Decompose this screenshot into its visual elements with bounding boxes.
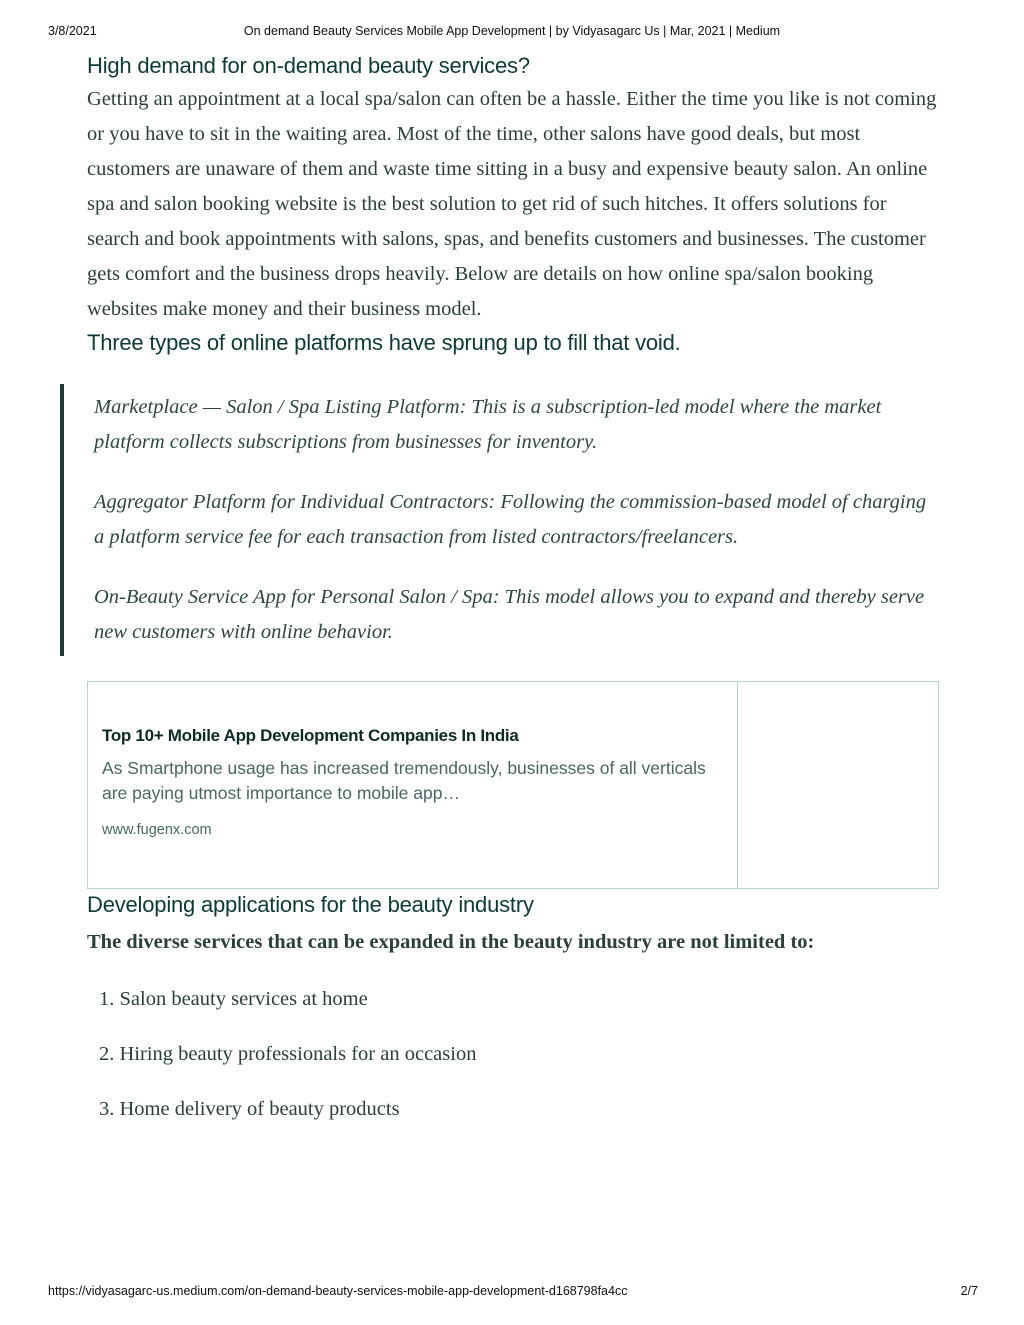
section-heading: Three types of online platforms have sprung up to fill that void.: [87, 330, 681, 355]
print-date: 3/8/2021: [48, 24, 97, 38]
link-preview-text: [102, 726, 722, 838]
subheading: The diverse services that can be expanded in the beauty industry are not limited to:: [87, 931, 815, 953]
print-page-title: On demand Beauty Services Mobile App Development | by Vidyasagarc Us | Mar, 2021 | Medium: [243, 24, 781, 38]
link-preview-thumbnail: [737, 682, 938, 888]
section-heading: High demand for on-demand beauty services?: [87, 53, 530, 78]
platform-types-quote: [60, 384, 937, 656]
article-body: [87, 50, 937, 1147]
print-page-number: 2/7: [960, 1284, 978, 1298]
list-item: 3. Home delivery of beauty products: [99, 1098, 400, 1120]
quote-paragraph: Marketplace — Salon / Spa Listing Platform: This is a subscription-led model where the market platform collects subscriptions from businesses for inventory.: [94, 396, 882, 453]
link-preview-card[interactable]: [87, 681, 939, 889]
print-url: https://vidyasagarc-us.medium.com/on-demand-beauty-services-mobile-app-development-d168798fa4cc: [48, 1284, 628, 1298]
quote-paragraph: Aggregator Platform for Individual Contractors: Following the commission-based model of charging a platform service fee for each transaction from listed contractors/freelancers.: [94, 491, 927, 548]
section-heading: Developing applications for the beauty industry: [87, 892, 534, 917]
link-preview-title: Top 10+ Mobile App Development Companies In India: [102, 726, 519, 745]
link-preview-domain: www.fugenx.com: [102, 822, 212, 838]
print-header: [0, 24, 1024, 42]
intro-paragraph: Getting an appointment at a local spa/salon can often be a hassle. Either the time you like is not coming or you have to sit in the waiting area. Most of the time, other salons have good deals, but most customers are unaware of them and waste time sitting in a busy and expensive beauty salon. An online spa and salon booking website is the best solution to get rid of such hitches. It offers solutions for search and book appointments with salons, spas, and benefits customers and businesses. The customer gets comfort and the business drops heavily. Below are details on how online spa/salon booking websites make money and their business model.: [87, 88, 937, 320]
list-item: 2. Hiring beauty professionals for an occasion: [99, 1043, 477, 1065]
print-footer: [0, 1284, 1024, 1302]
quote-paragraph: On-Beauty Service App for Personal Salon / Spa: This model allows you to expand and thereby serve new customers with online behavior.: [94, 586, 925, 643]
services-list: [87, 982, 937, 1127]
link-preview-description: As Smartphone usage has increased tremendously, businesses of all verticals are paying utmost importance to mobile app…: [102, 758, 706, 803]
list-item: 1. Salon beauty services at home: [99, 988, 368, 1010]
